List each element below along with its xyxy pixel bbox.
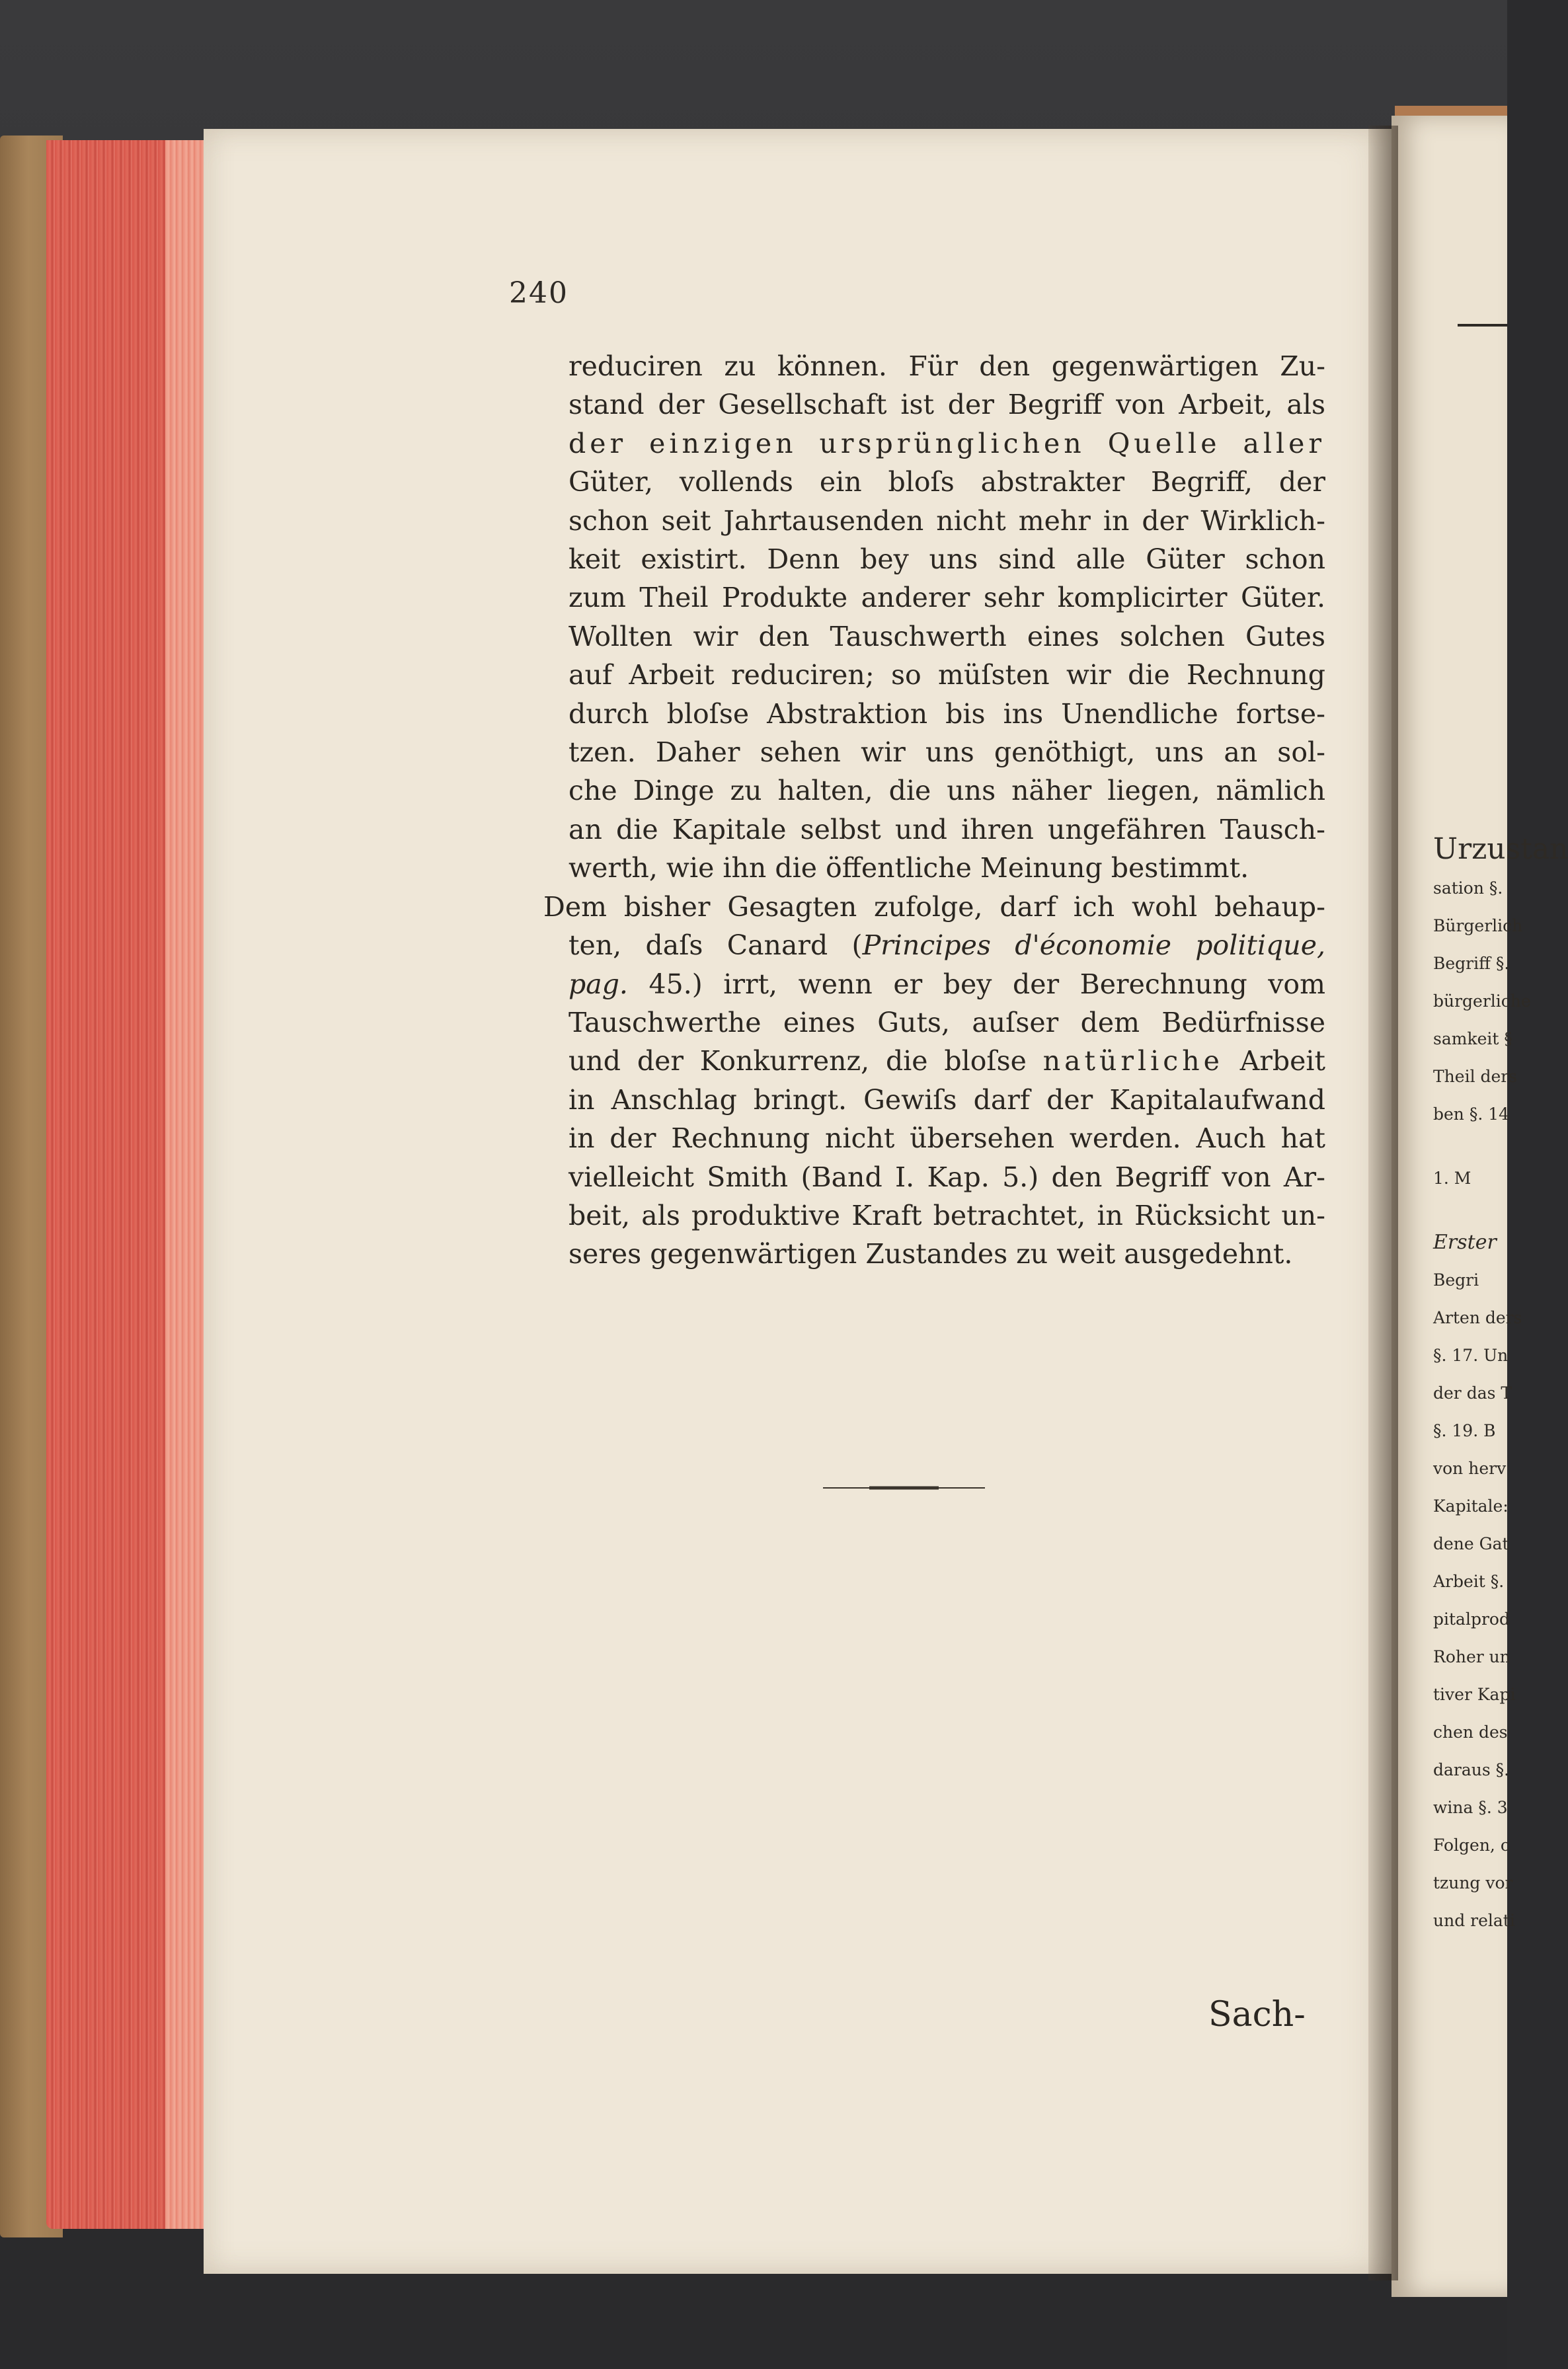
text-line: beit, als produktive Kraft betrachtet, in Rücksicht un- [568, 1199, 1325, 1231]
page-edges-highlight [165, 140, 208, 2229]
italic-citation: pag. [568, 968, 628, 1000]
text-line: durch bloſse Abstraktion bis ins Unendliche fortse- [568, 697, 1325, 730]
index-fragment: Urzustan [1433, 832, 1568, 866]
text-line: und der Konkurrenz, die bloſse natürliche Arbeit [568, 1045, 1325, 1077]
text-line: in Anschlag bringt. Gewiſs darf der Kapitalaufwand [568, 1083, 1325, 1116]
text-line: werth, wie ihn die öffentliche Meinung bestimmt. [568, 852, 1249, 884]
text-line: tzen. Daher sehen wir uns genöthigt, uns an sol- [568, 736, 1325, 769]
index-fragment: wina §. 3 [1433, 1798, 1508, 1817]
index-fragment: ben §. 14 [1433, 1105, 1510, 1124]
index-fragment: Begri [1433, 1270, 1479, 1290]
index-fragment: 1. M [1433, 1169, 1471, 1188]
text-line: Tauschwerthe eines Guts, auſser dem Bedürfnisse [568, 1006, 1325, 1038]
text-line: Wollten wir den Tauschwerth eines solchen Gutes [568, 620, 1325, 652]
text-line: Güter, vollends ein bloſs abstrakter Begriff, der [568, 466, 1325, 498]
index-fragment: tiver Kapi [1433, 1685, 1516, 1704]
text-line: pag. 45.) irrt, wenn er bey der Berechnung vom [568, 968, 1325, 1000]
index-fragment: daraus §. [1433, 1760, 1510, 1779]
text-line: che Dinge zu halten, die uns näher liegen, nämlich [568, 775, 1325, 807]
book-gutter [1368, 126, 1398, 2280]
text-line: an die Kapitale selbst und ihren ungefähren Tausch- [568, 813, 1325, 845]
text-line: reduciren zu können. Für den gegenwärtigen Zu- [568, 350, 1325, 382]
section-end-rule [823, 1486, 985, 1490]
page-number: 240 [509, 276, 568, 310]
index-fragment: Arbeit §. [1433, 1572, 1505, 1591]
index-fragment: Kapitale: [1433, 1496, 1509, 1516]
text-line: ten, daſs Canard (Principes d'économie politique, [568, 929, 1326, 962]
index-fragment: Roher un [1433, 1647, 1510, 1666]
italic-citation: Principes d'économie politique, [862, 929, 1326, 962]
paragraph-start-line: Dem bisher Gesagten zufolge, darf ich wohl behaup- [543, 890, 1325, 923]
index-fragment: §. 19. B [1433, 1421, 1496, 1440]
text-line: keit existirt. Denn bey uns sind alle Güter schon [568, 543, 1325, 576]
index-fragment: sation §. [1433, 878, 1503, 898]
index-fragment: der das T [1433, 1383, 1512, 1403]
text-line: zum Theil Produkte anderer sehr komplicirter Güter. [568, 582, 1325, 614]
index-fragment: dene Gat [1433, 1534, 1509, 1553]
index-fragment: Begriff §. [1433, 954, 1510, 973]
index-fragment: Bürgerlich [1433, 916, 1523, 935]
text-line: stand der Gesellschaft ist der Begriff von Arbeit, als [568, 389, 1325, 421]
spaced-emphasis: natürliche [1042, 1045, 1224, 1077]
right-page-index-fragments [1433, 830, 1568, 1939]
body-text [543, 347, 1326, 1274]
index-fragment: Theil ders [1433, 1067, 1518, 1086]
index-fragment: von herv [1433, 1459, 1507, 1478]
index-fragment: samkeit § [1433, 1029, 1512, 1048]
index-fragment: und relati [1433, 1911, 1515, 1930]
text-line: seres gegenwärtigen Zustandes zu weit ausgedehnt. [568, 1238, 1293, 1270]
text-line: schon seit Jahrtausenden nicht mehr in der Wirklich- [568, 504, 1325, 537]
index-fragment: Arten ders [1433, 1308, 1522, 1327]
text-line: in der Rechnung nicht übersehen werden. Auch hat [568, 1122, 1325, 1155]
text-line: der einzigen ursprünglichen Quelle aller [568, 427, 1325, 459]
index-fragment: §. 17. Un [1433, 1346, 1509, 1365]
index-fragment: chen des [1433, 1723, 1508, 1742]
catchword: Sach- [1208, 1995, 1306, 2035]
index-fragment: pitalprod [1433, 1610, 1510, 1629]
text-line: auf Arbeit reduciren; so müſsten wir die Rechnung [568, 659, 1325, 691]
index-fragment: tzung vor [1433, 1873, 1513, 1892]
index-fragment: Erster [1433, 1231, 1497, 1254]
text-line: vielleicht Smith (Band I. Kap. 5.) den Begriff von Ar- [568, 1161, 1325, 1193]
right-page-rule [1458, 324, 1507, 327]
index-fragment: Folgen, c [1433, 1836, 1510, 1855]
index-fragment: bürgerliche [1433, 991, 1531, 1011]
